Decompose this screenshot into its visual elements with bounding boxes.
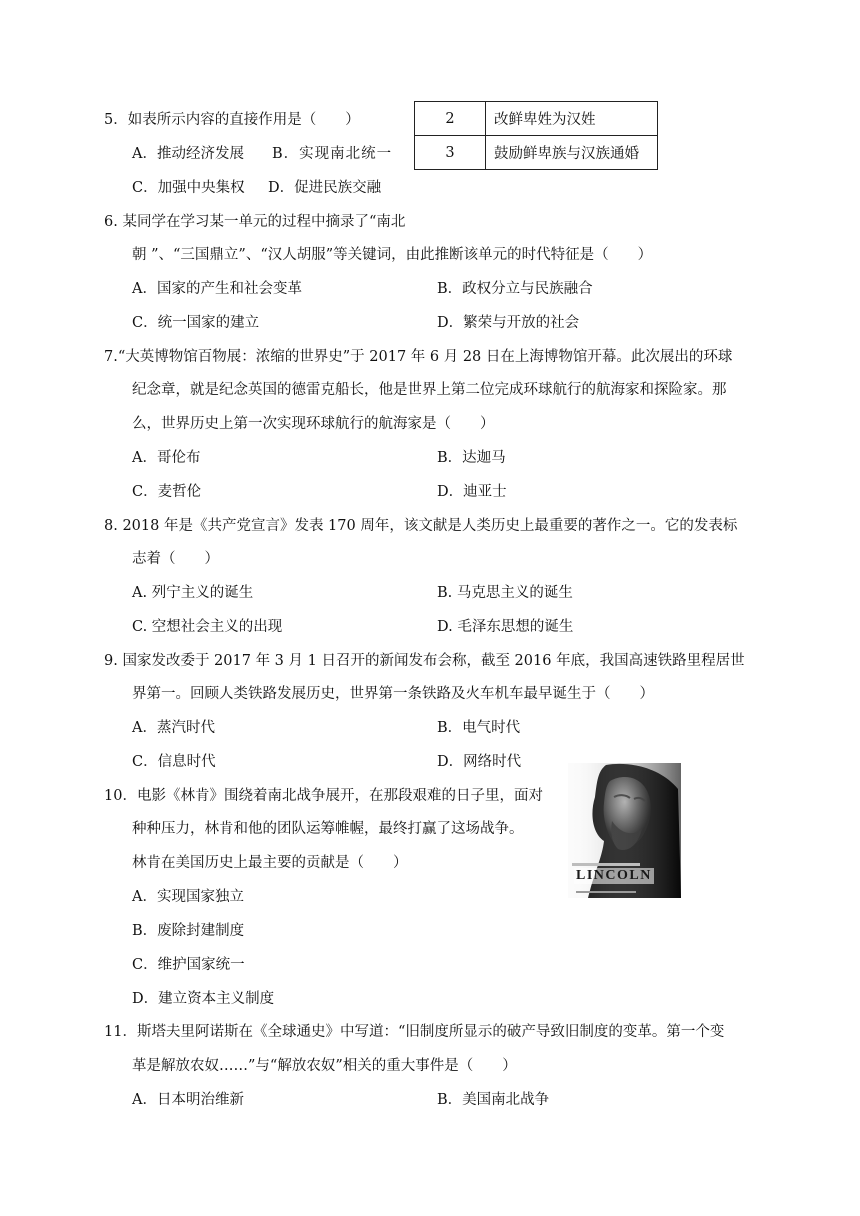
q6-option-d: D．繁荣与开放的社会 [437, 315, 580, 331]
q10-option-c: C．维护国家统一 [132, 957, 245, 973]
lincoln-movie-poster [568, 763, 681, 898]
q5-option-a: A．推动经济发展 [132, 146, 244, 162]
q9-stem-line-1: 9. 国家发改委于 2017 年 3 月 1 日召开的新闻发布会称，截至 2016 年底，我国高速铁路里程居世 [104, 653, 745, 669]
q6-stem-line-1: 6. 某同学在学习某一单元的过程中摘录了“南北 [104, 214, 406, 230]
poster-title: LINCOLN [576, 868, 652, 883]
q5-option-b: B．实现南北统一 [272, 146, 393, 162]
table-cell-number: 3 [415, 136, 486, 170]
q8-stem-line-1: 8. 2018 年是《共产党宣言》发表 170 周年，该文献是人类历史上最重要的著作之一。它的发表标 [104, 518, 738, 534]
q9-stem-line-2: 界第一。回顾人类铁路发展历史，世界第一条铁路及火车机车最早诞生于（ ） [132, 686, 654, 702]
q6-option-a: A．国家的产生和社会变革 [132, 281, 302, 297]
q8-option-b: B. 马克思主义的诞生 [437, 585, 573, 601]
q5-option-c: C．加强中央集权 [132, 180, 245, 196]
table-cell-number: 2 [415, 102, 486, 136]
q10-option-a: A．实现国家独立 [132, 889, 244, 905]
q7-stem-line-1: 7.“大英博物馆百物展：浓缩的世界史”于 2017 年 6 月 28 日在上海博物馆开幕。此次展出的环球 [104, 349, 733, 365]
q7-stem-line-3: 么，世界历史上第一次实现环球航行的航海家是（ ） [132, 416, 495, 432]
q8-option-d: D. 毛泽东思想的诞生 [437, 619, 574, 635]
q7-option-a: A．哥伦布 [132, 450, 201, 466]
q10-stem-line-1: 10．电影《林肯》围绕着南北战争展开，在那段艰难的日子里，面对 [104, 788, 543, 804]
q9-option-c: C．信息时代 [132, 754, 216, 770]
q9-option-a: A．蒸汽时代 [132, 720, 215, 736]
q11-stem-line-2: 革是解放农奴……”与“解放农奴”相关的重大事件是（ ） [132, 1058, 517, 1074]
q8-stem-line-2: 志着（ ） [132, 551, 219, 567]
q6-option-b: B．政权分立与民族融合 [437, 281, 593, 297]
q11-stem-line-1: 11．斯塔夫里阿诺斯在《全球通史》中写道：“旧制度所显示的破产导致旧制度的变革。第一个变 [104, 1024, 725, 1040]
q10-option-b: B．废除封建制度 [132, 923, 245, 939]
q10-option-d: D．建立资本主义制度 [132, 991, 275, 1007]
q7-stem-line-2: 纪念章，就是纪念英国的德雷克船长，他是世界上第二位完成环球航行的航海家和探险家。那 [132, 382, 727, 398]
q7-option-b: B．达迦马 [437, 450, 506, 466]
q5-table [414, 101, 658, 170]
q10-stem-line-3: 林肯在美国历史上最主要的贡献是（ ） [132, 855, 408, 871]
q6-option-c: C．统一国家的建立 [132, 315, 260, 331]
table-row [415, 136, 658, 170]
q8-option-c: C. 空想社会主义的出现 [132, 619, 283, 635]
q7-option-d: D．迪亚士 [437, 484, 507, 500]
q9-option-b: B．电气时代 [437, 720, 521, 736]
q6-stem-line-2: 朝 ”、“三国鼎立”、“汉人胡服”等关键词，由此推断该单元的时代特征是（ ） [132, 247, 653, 263]
q10-stem-line-2: 种种压力，林肯和他的团队运筹帷幄，最终打赢了这场战争。 [132, 821, 524, 837]
q9-option-d: D．网络时代 [437, 754, 522, 770]
table-cell-text: 鼓励鲜卑族与汉族通婚 [486, 136, 658, 170]
q5-option-d: D．促进民族交融 [268, 180, 382, 196]
table-cell-text: 改鲜卑姓为汉姓 [486, 102, 658, 136]
q8-option-a: A. 列宁主义的诞生 [132, 585, 254, 601]
q5-stem: 5．如表所示内容的直接作用是（ ） [104, 112, 360, 128]
table-row [415, 102, 658, 136]
q11-option-a: A．日本明治维新 [132, 1092, 244, 1108]
q11-option-b: B．美国南北战争 [437, 1092, 550, 1108]
q7-option-c: C．麦哲伦 [132, 484, 202, 500]
